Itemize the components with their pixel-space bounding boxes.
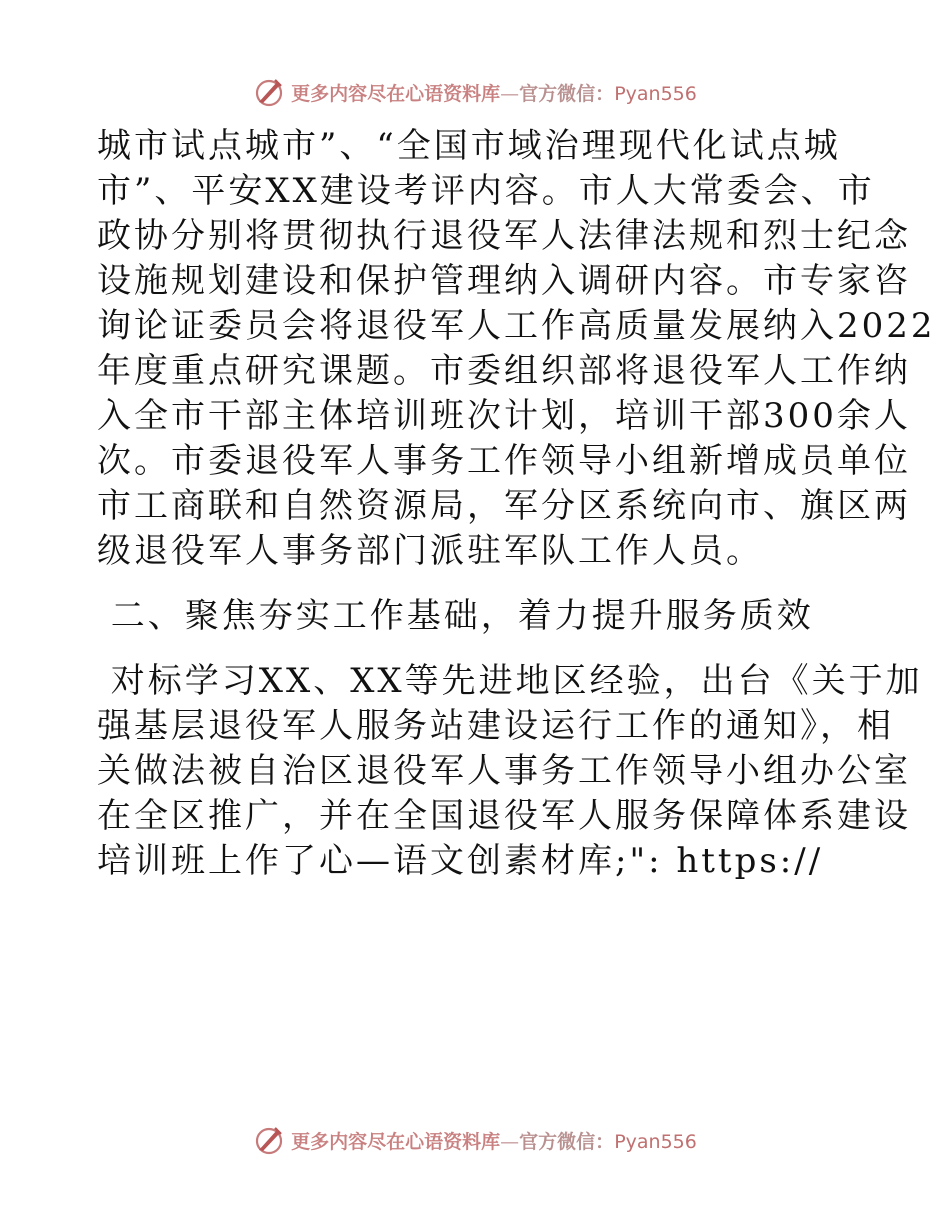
text-line: 级退役军人事务部门派驻军队工作人员。 <box>97 531 763 571</box>
watermark-wechat-id: Pyan556 <box>614 1130 697 1153</box>
text-line: 强基层退役军人服务站建设运行工作的通知》，相 <box>97 706 894 746</box>
text-line: 入全市干部主体培训班次计划，培训干部300余人 <box>97 396 911 436</box>
text-line: 政协分别将贯彻执行退役军人法律法规和烈士纪念 <box>97 216 911 256</box>
text-line: 询论证委员会将退役军人工作高质量发展纳入2022 <box>97 306 936 346</box>
watermark-text <box>291 79 697 106</box>
text-line: 市”、平安XX建设考评内容。市人大常委会、市 <box>97 171 875 211</box>
text-line: 在全区推广，并在全国退役军人服务保障体系建设 <box>97 796 911 836</box>
paragraph-2 <box>97 659 923 884</box>
document-body <box>97 124 936 884</box>
watermark-site: 更多内容尽在心语资料库 <box>291 1130 501 1153</box>
watermark-official: 官方微信： <box>519 82 615 105</box>
watermark-dash: — <box>500 82 520 105</box>
text-line: 市工商联和自然资源局，军分区系统向市、旗区两 <box>97 486 911 526</box>
paragraph-1 <box>97 124 936 574</box>
text-line: 对标学习XX、XX等先进地区经验，出台《关于加 <box>97 661 923 701</box>
watermark-wechat-id: Pyan556 <box>614 82 697 105</box>
watermark-footer <box>0 1120 950 1160</box>
text-line: 关做法被自治区退役军人事务工作领导小组办公室 <box>97 751 911 791</box>
watermark-header <box>0 72 950 112</box>
watermark-text <box>291 1127 697 1154</box>
text-line: 次。市委退役军人事务工作领导小组新增成员单位 <box>97 441 911 481</box>
watermark-dash: — <box>500 1130 520 1153</box>
quill-logo-icon <box>253 1124 285 1156</box>
watermark-site: 更多内容尽在心语资料库 <box>291 82 501 105</box>
text-line: 培训班上作了心—语文创素材库;": https:// <box>97 841 824 881</box>
text-line: 城市试点城市”、“全国市域治理现代化试点城 <box>97 126 841 166</box>
watermark-official: 官方微信： <box>519 1130 615 1153</box>
text-line: 设施规划建设和保护管理纳入调研内容。市专家咨 <box>97 261 911 301</box>
quill-logo-icon <box>253 76 285 108</box>
text-line: 年度重点研究课题。市委组织部将退役军人工作纳 <box>97 351 911 391</box>
section-heading: 二、聚焦夯实工作基础，着力提升服务质效 <box>97 596 814 636</box>
